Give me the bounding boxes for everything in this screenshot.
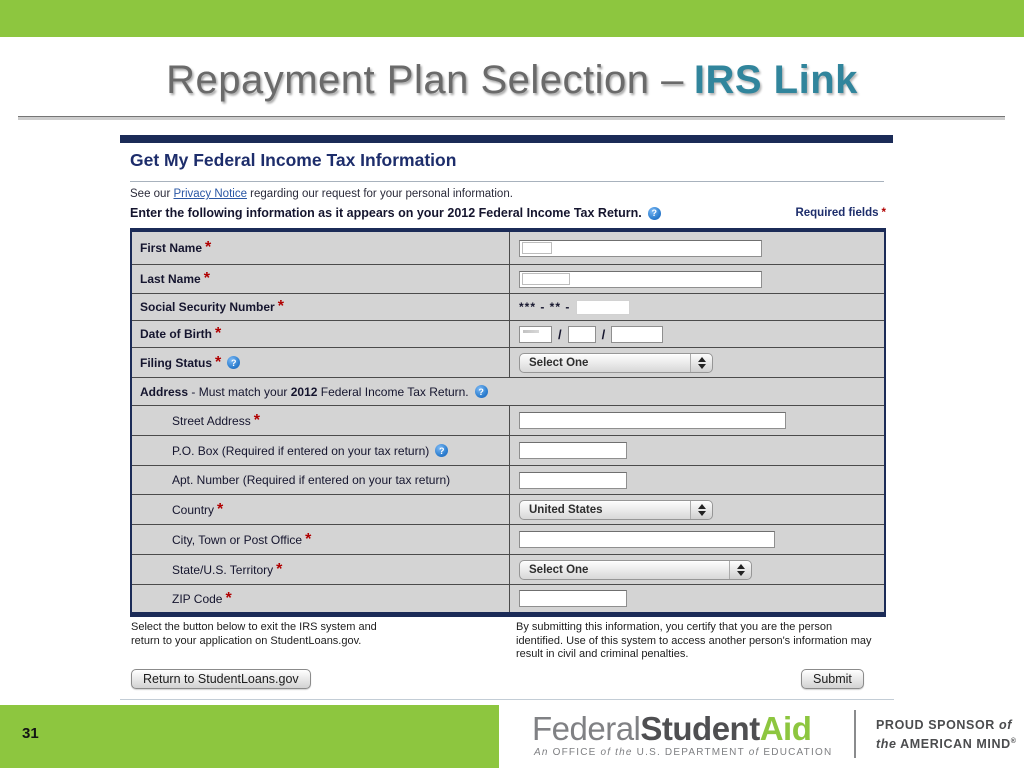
dob-label: Date of Birth [140, 327, 212, 341]
logo-student: Student [640, 710, 760, 747]
form-row-dob [132, 320, 884, 347]
dob-day-input[interactable] [568, 326, 596, 343]
required-asterisk: * [215, 353, 222, 371]
state-label: State/U.S. Territory [172, 562, 274, 577]
form-row-apt [132, 465, 884, 494]
country-label: Country [172, 502, 215, 517]
help-icon[interactable]: ? [648, 207, 661, 220]
form-row-first-name [132, 232, 884, 264]
required-asterisk: * [881, 207, 886, 219]
zip-input[interactable] [519, 590, 627, 607]
state-value: Select One [529, 563, 589, 576]
filing-status-label: Filing Status [140, 355, 212, 370]
logo-divider [854, 710, 856, 758]
registered-mark: ® [1010, 737, 1017, 745]
ssn-label: Social Security Number [140, 300, 275, 314]
form-row-filing-status [132, 347, 884, 377]
return-to-studentloans-button[interactable]: Return to StudentLoans.gov [131, 669, 311, 689]
title-divider [18, 116, 1005, 120]
redacted-value [522, 242, 552, 254]
apt-number-label: Apt. Number (Required if entered on your tax return) [172, 473, 451, 487]
sponsor-text: PROUD SPONSOR of the AMERICAN MIND® [876, 718, 1017, 751]
last-name-input[interactable] [519, 271, 762, 288]
logo-federal: Federal [532, 710, 641, 747]
required-asterisk: * [203, 270, 210, 287]
certify-note: By submitting this information, you certify that you are the person identified. Use of this system to access another person's information may result in civil and criminal penalties. [516, 621, 872, 660]
help-icon[interactable]: ? [475, 385, 488, 398]
required-asterisk: * [205, 239, 212, 256]
form-row-country [132, 494, 884, 524]
ssn-last4-input[interactable] [576, 300, 630, 315]
top-green-band [0, 0, 1024, 37]
last-name-label: Last Name [140, 272, 201, 286]
form-row-state [132, 554, 884, 584]
submit-button[interactable]: Submit [801, 669, 864, 689]
instruction-text: Enter the following information as it appears on your 2012 Federal Income Tax Return. [130, 206, 642, 220]
required-asterisk: * [277, 298, 284, 315]
state-select[interactable] [519, 560, 752, 580]
exit-note: Select the button below to exit the IRS system and return to your application on StudentLoans.gov. [131, 621, 377, 647]
form-row-last-name [132, 264, 884, 293]
privacy-notice-link[interactable]: Privacy Notice [173, 188, 247, 200]
street-label: Street Address [172, 413, 251, 428]
fsa-logo-wordmark [532, 710, 811, 748]
bottom-green-band [0, 705, 499, 768]
required-asterisk: * [215, 325, 222, 342]
form-row-ssn [132, 293, 884, 320]
zip-label: ZIP Code [172, 591, 223, 606]
apt-number-input[interactable] [519, 472, 627, 489]
page-number: 31 [22, 725, 39, 742]
form-row-street [132, 405, 884, 435]
form-row-zip [132, 584, 884, 612]
fsa-logo-tagline: An OFFICE of the U.S. DEPARTMENT of EDUCATION [534, 747, 833, 758]
irs-screenshot [120, 130, 894, 700]
stepper-icon [690, 354, 712, 372]
first-name-label: First Name [140, 241, 203, 255]
dob-month-input[interactable] [519, 326, 552, 343]
city-label: City, Town or Post Office [172, 532, 303, 547]
stepper-icon [729, 561, 751, 579]
ssn-mask: *** - ** - [519, 300, 571, 314]
redacted-value [523, 330, 539, 333]
required-asterisk: * [276, 560, 283, 578]
first-name-input[interactable] [519, 240, 762, 257]
privacy-prefix: See our [130, 188, 174, 200]
privacy-suffix: regarding our request for your personal information. [246, 188, 513, 200]
irs-top-bar [120, 135, 893, 143]
required-asterisk: * [217, 500, 224, 518]
form-row-po-box [132, 435, 884, 465]
po-box-label: P.O. Box (Required if entered on your tax return) [172, 443, 430, 458]
po-box-input[interactable] [519, 442, 627, 459]
required-asterisk: * [253, 411, 260, 429]
country-select[interactable] [519, 500, 713, 520]
required-fields-note: Required fields * [795, 207, 886, 219]
federal-student-aid-logo [530, 708, 1020, 766]
dob-separator: / [558, 326, 562, 342]
slide-title [0, 58, 1024, 103]
privacy-note [130, 188, 513, 200]
address-header-year: 2012 [290, 384, 318, 399]
help-icon[interactable]: ? [227, 356, 240, 369]
irs-page-title: Get My Federal Income Tax Information [130, 150, 457, 170]
heading-divider [130, 181, 884, 182]
required-asterisk: * [305, 530, 312, 548]
tax-info-form [130, 228, 886, 617]
form-row-city [132, 524, 884, 554]
required-asterisk: * [225, 589, 232, 607]
slide-title-accent: IRS Link [693, 58, 858, 102]
dob-separator: / [601, 326, 606, 342]
instruction-row [130, 206, 886, 220]
address-header-bold: Address [140, 384, 189, 399]
stepper-icon [690, 501, 712, 519]
filing-status-select[interactable] [519, 353, 713, 373]
street-address-input[interactable] [519, 412, 786, 429]
help-icon[interactable]: ? [435, 444, 448, 457]
dob-year-input[interactable] [611, 326, 663, 343]
logo-aid: Aid [759, 710, 812, 747]
slide-title-main: Repayment Plan Selection – [166, 58, 684, 102]
city-input[interactable] [519, 531, 775, 548]
form-row-address-header: Address - Must match your 2012 Federal Income Tax Return. ? [132, 377, 884, 405]
filing-status-value: Select One [529, 356, 589, 369]
redacted-value [522, 273, 570, 285]
country-value: United States [529, 503, 603, 516]
